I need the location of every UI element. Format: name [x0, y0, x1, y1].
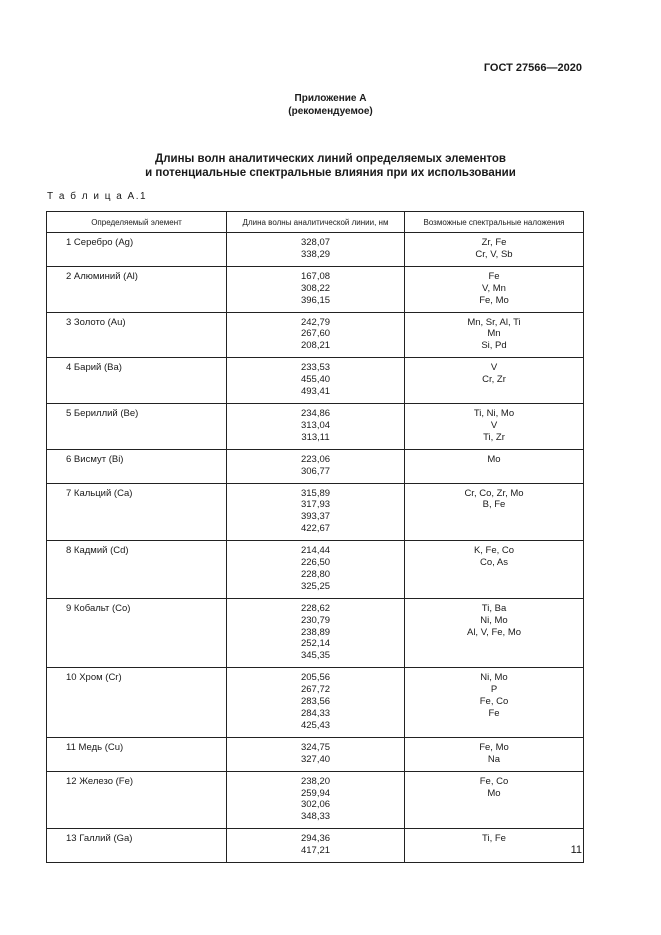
table-row	[47, 266, 584, 312]
wavelength-value: 226,50	[300, 557, 331, 569]
overlap-value: V	[490, 419, 498, 431]
wavelength-cell	[227, 771, 405, 829]
wavelength-value: 328,07	[300, 237, 331, 248]
overlap-value: Ti, Zr	[483, 431, 505, 443]
wavelength-value: 208,21	[300, 340, 331, 352]
wavelength-value: 315,89	[300, 487, 331, 499]
wavelength-value: 228,80	[300, 568, 331, 580]
overlap-value: Ni, Mo	[480, 672, 508, 684]
wavelength-value: 313,04	[300, 419, 331, 431]
overlap-value: Fe, Co	[479, 696, 509, 708]
wavelength-table	[46, 211, 584, 863]
wavelength-value: 259,94	[300, 787, 331, 799]
wavelength-value: 313,11	[301, 431, 330, 443]
overlap-value: Mn	[487, 328, 501, 340]
annex-title: Приложение А	[294, 93, 367, 104]
element-cell: 7 Кальций (Ca)	[47, 483, 227, 541]
overlap-value: Na	[487, 753, 501, 765]
wavelength-value: 393,37	[300, 511, 331, 523]
element-cell: 2 Алюминий (Al)	[47, 266, 227, 312]
column-header-wavelength: Длина волны аналитической линии, нм	[227, 212, 405, 233]
table-row	[47, 233, 584, 267]
element-cell: 8 Кадмий (Cd)	[47, 541, 227, 599]
overlap-cell	[405, 598, 584, 668]
overlap-value: Ni, Mo	[480, 614, 508, 626]
table-row	[47, 541, 584, 599]
wavelength-value: 223,06	[300, 453, 331, 465]
wavelength-cell	[227, 483, 405, 541]
wavelength-value: 228,62	[300, 602, 331, 614]
document-title-line-1: Длины волн аналитических линий определяемых элементов	[155, 153, 506, 165]
wavelength-value: 283,56	[300, 696, 331, 708]
wavelength-value: 338,29	[300, 248, 331, 260]
overlap-value: V	[490, 362, 498, 374]
wavelength-value: 345,35	[300, 650, 331, 662]
overlap-value: P	[490, 684, 498, 696]
document-title	[0, 152, 661, 180]
table-row	[47, 598, 584, 668]
overlap-cell	[405, 668, 584, 738]
overlap-cell	[405, 771, 584, 829]
element-cell: 3 Золото (Au)	[47, 312, 227, 358]
wavelength-value: 214,44	[300, 545, 331, 557]
table-row	[47, 771, 584, 829]
wavelength-value: 238,89	[300, 626, 331, 638]
table-header-row	[47, 212, 584, 233]
overlap-cell	[405, 483, 584, 541]
table-row	[47, 358, 584, 404]
wavelength-value: 417,21	[300, 845, 331, 857]
wavelength-value: 396,15	[300, 294, 331, 306]
overlap-value: B, Fe	[482, 499, 506, 511]
overlap-cell	[405, 233, 584, 267]
wavelength-value: 284,33	[300, 708, 331, 719]
wavelength-value: 455,40	[300, 374, 331, 386]
table-row	[47, 449, 584, 483]
annex-subtitle: (рекомендуемое)	[288, 106, 373, 117]
overlap-value: V, Mn	[482, 282, 506, 294]
wavelength-cell	[227, 829, 405, 863]
wavelength-value: 308,22	[300, 282, 331, 294]
overlap-value: Ti, Fe	[482, 833, 506, 845]
overlap-cell	[405, 541, 584, 599]
overlap-value: Fe, Mo	[479, 294, 509, 306]
overlap-value: Fe, Mo	[479, 741, 509, 753]
wavelength-value: 317,93	[300, 499, 331, 511]
wavelength-cell	[227, 449, 405, 483]
table-label: Т а б л и ц а А.1	[47, 191, 148, 202]
overlap-value: Cr, Co, Zr, Mo	[464, 487, 524, 499]
wavelength-value: 252,14	[300, 638, 331, 650]
overlap-value: Ti, Ba	[481, 602, 507, 614]
column-header-overlaps: Возможные спектральные наложения	[405, 212, 584, 233]
standard-number: ГОСТ 27566—2020	[483, 62, 582, 74]
wavelength-cell	[227, 668, 405, 738]
page-number: 11	[570, 844, 582, 856]
wavelength-value: 422,67	[300, 523, 331, 535]
overlap-cell	[405, 737, 584, 771]
overlap-cell	[405, 358, 584, 404]
overlap-value: Fe, Co	[479, 775, 509, 787]
wavelength-value: 242,79	[300, 316, 331, 328]
wavelength-value: 267,60	[300, 328, 331, 340]
wavelength-value: 238,20	[300, 775, 331, 787]
wavelength-value: 267,72	[300, 684, 331, 696]
element-cell: 12 Железо (Fe)	[47, 771, 227, 829]
overlap-value: Cr, V, Sb	[475, 248, 513, 260]
table-row	[47, 312, 584, 358]
table-body	[47, 233, 584, 863]
table-row	[47, 668, 584, 738]
overlap-cell	[405, 312, 584, 358]
overlap-value: Fe	[488, 270, 500, 282]
overlap-cell	[405, 266, 584, 312]
overlap-value: Zr, Fe	[481, 237, 507, 248]
element-cell: 6 Висмут (Bi)	[47, 449, 227, 483]
overlap-value: Si, Pd	[481, 340, 507, 352]
wavelength-cell	[227, 403, 405, 449]
element-cell: 1 Серебро (Ag)	[47, 233, 227, 267]
wavelength-cell	[227, 737, 405, 771]
wavelength-cell	[227, 358, 405, 404]
overlap-value: Al, V, Fe, Mo	[466, 626, 522, 638]
table-row	[47, 829, 584, 863]
annex-heading	[0, 92, 661, 118]
overlap-value: Co, As	[480, 557, 508, 569]
overlap-cell	[405, 403, 584, 449]
table-row	[47, 737, 584, 771]
wavelength-value: 325,25	[300, 580, 331, 592]
overlap-value: Mn, Sr, Al, Ti	[467, 316, 521, 328]
wavelength-value: 348,33	[300, 811, 331, 823]
element-cell: 5 Бериллий (Be)	[47, 403, 227, 449]
wavelength-cell	[227, 598, 405, 668]
wavelength-value: 425,43	[300, 719, 331, 731]
wavelength-value: 233,53	[300, 362, 331, 374]
wavelength-value: 294,36	[300, 833, 331, 845]
wavelength-value: 493,41	[300, 386, 331, 398]
column-header-element: Определяемый элемент	[47, 212, 227, 233]
document-title-line-2: и потенциальные спектральные влияния при их использовании	[145, 167, 516, 179]
element-cell: 4 Барий (Ba)	[47, 358, 227, 404]
wavelength-value: 205,56	[300, 672, 331, 684]
overlap-value: Mo	[487, 453, 501, 465]
wavelength-cell	[227, 266, 405, 312]
wavelength-cell	[227, 312, 405, 358]
wavelength-value: 324,75	[300, 741, 331, 753]
table-row	[47, 403, 584, 449]
wavelength-value: 234,86	[300, 407, 331, 419]
element-cell: 13 Галлий (Ga)	[47, 829, 227, 863]
table-row	[47, 483, 584, 541]
wavelength-value: 302,06	[300, 799, 331, 811]
wavelength-value: 327,40	[300, 753, 331, 765]
wavelength-value: 230,79	[300, 614, 331, 626]
overlap-cell	[405, 449, 584, 483]
overlap-value: Fe	[488, 708, 500, 719]
overlap-value: Mo	[487, 787, 501, 799]
wavelength-value: 167,08	[300, 270, 331, 282]
wavelength-cell	[227, 233, 405, 267]
overlap-cell	[405, 829, 584, 863]
element-cell: 10 Хром (Cr)	[47, 668, 227, 738]
wavelength-value: 306,77	[300, 465, 331, 477]
overlap-value: Cr, Zr	[482, 374, 506, 386]
overlap-value: K, Fe, Co	[473, 545, 515, 557]
element-cell: 11 Медь (Cu)	[47, 737, 227, 771]
overlap-value: Ti, Ni, Mo	[473, 407, 515, 419]
wavelength-cell	[227, 541, 405, 599]
element-cell: 9 Кобальт (Co)	[47, 598, 227, 668]
